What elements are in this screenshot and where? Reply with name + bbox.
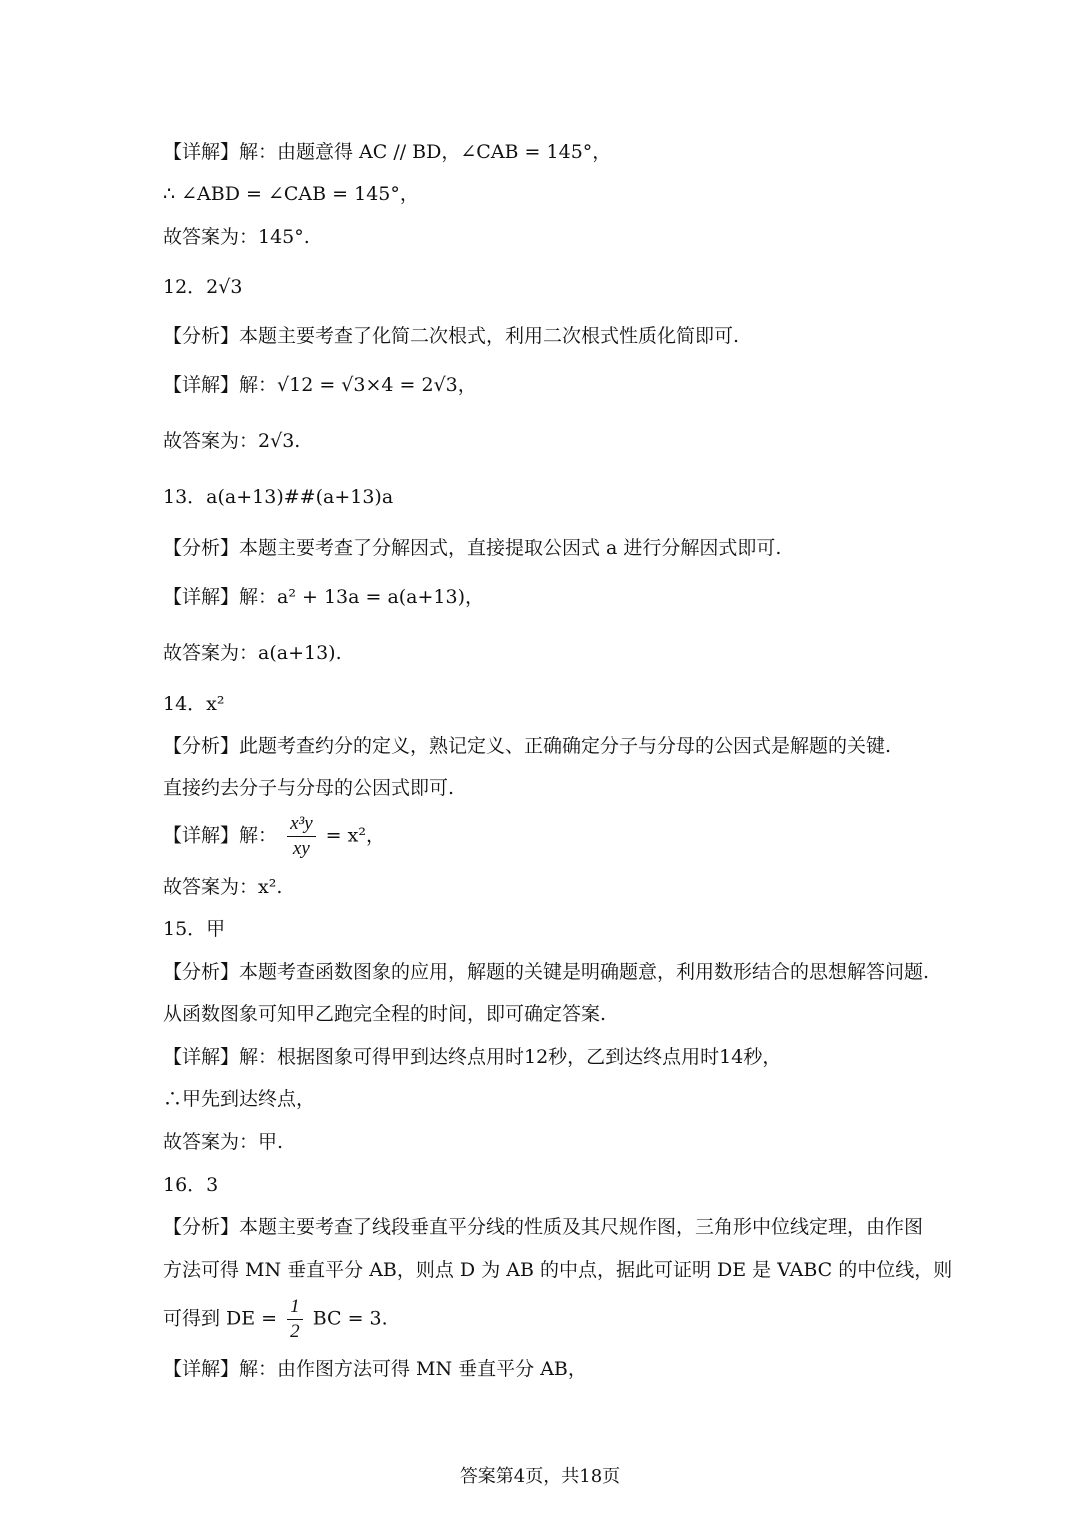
text-line: 【详解】解：a² + 13a = a(a+13)，: [163, 586, 485, 608]
denominator: 2: [290, 1321, 300, 1342]
text-line: 13．a(a+13)##(a+13)a: [163, 486, 394, 508]
numerator: 1: [287, 1295, 303, 1320]
fraction: [287, 1295, 303, 1344]
fraction: [287, 812, 316, 861]
fraction-line-16: [163, 1295, 388, 1344]
text-line: 故答案为：2√3.: [163, 430, 301, 452]
numerator: x³y: [287, 812, 316, 837]
text-line: 从函数图象可知甲乙跑完全程的时间，即可确定答案.: [163, 1003, 607, 1025]
text-line: 【详解】解：由题意得 AC // BD，∠CAB = 145°，: [163, 141, 612, 163]
fraction-suffix: = x²，: [325, 824, 385, 847]
text-line: 【分析】本题主要考查了线段垂直平分线的性质及其尺规作图，三角形中位线定理，由作图: [163, 1216, 924, 1238]
text-line: 【分析】本题主要考查了分解因式，直接提取公因式 a 进行分解因式即可.: [163, 537, 782, 559]
text-line: 故答案为：145°.: [163, 226, 310, 248]
text-line: 方法可得 MN 垂直平分 AB，则点 D 为 AB 的中点，据此可证明 DE 是 VABC 的中位线，则: [163, 1259, 953, 1281]
text-line: 12．2√3: [163, 276, 243, 298]
text-line: 【详解】解：根据图象可得甲到达终点用时12秒，乙到达终点用时14秒，: [163, 1046, 782, 1068]
text-line: 【分析】此题考查约分的定义，熟记定义、正确确定分子与分母的公因式是解题的关键.: [163, 735, 892, 757]
text-line: 故答案为：甲.: [163, 1131, 284, 1153]
text-line: 【分析】本题主要考查了化简二次根式，利用二次根式性质化简即可.: [163, 325, 740, 347]
text-line: 16．3: [163, 1174, 219, 1196]
text-line: 【分析】本题考查函数图象的应用，解题的关键是明确题意，利用数形结合的思想解答问题.: [163, 961, 930, 983]
text-line: ∴甲先到达终点，: [163, 1088, 316, 1110]
text-line: 直接约去分子与分母的公因式即可.: [163, 777, 455, 799]
fraction-line-14: [163, 812, 385, 861]
fraction-suffix: BC = 3.: [312, 1307, 388, 1330]
text-line: 【详解】解：√12 = √3×4 = 2√3，: [163, 374, 477, 396]
page-footer: 答案第4页，共18页: [459, 1466, 621, 1487]
text-line: 14．x²: [163, 693, 225, 715]
text-line: 15．甲: [163, 918, 226, 940]
denominator: xy: [292, 838, 310, 859]
text-line: 【详解】解：由作图方法可得 MN 垂直平分 AB，: [163, 1358, 587, 1380]
fraction-prefix: 【详解】解：: [163, 824, 278, 847]
text-line: ∴ ∠ABD = ∠CAB = 145°，: [163, 183, 419, 205]
text-line: 故答案为：x².: [163, 876, 283, 898]
fraction-prefix: 可得到 DE =: [163, 1307, 278, 1330]
text-line: 故答案为：a(a+13).: [163, 642, 342, 664]
